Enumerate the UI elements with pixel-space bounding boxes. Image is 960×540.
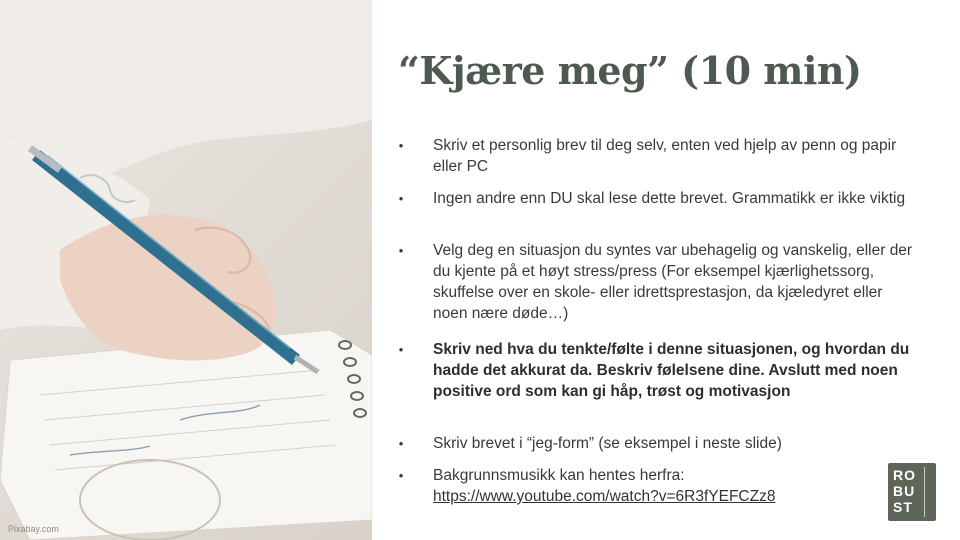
bullet-text: Ingen andre enn DU skal lese dette brevet. Grammatikk er ikke viktig (433, 190, 906, 207)
logo-letters (893, 467, 925, 515)
bullet-marker: • (398, 468, 404, 483)
hero-photo (0, 0, 372, 540)
bullet-marker: • (398, 436, 404, 451)
bullet-text: Bakgrunnsmusikk kan hentes herfra: (433, 467, 685, 484)
logo-side-text (924, 467, 934, 517)
bullet-marker: • (398, 342, 404, 357)
robust-ungdom-logo (888, 463, 936, 521)
logo-line-2: BU (893, 483, 916, 499)
writing-hand-photo (0, 0, 372, 540)
bullet-text: Skriv ned hva du tenkte/følte i denne situasjonen, og hvordan du hadde det akkurat da. Beskriv følelsene dine. Avslutt med noen positive ord som kan gi håp, trøst og motivasjon (433, 341, 910, 400)
bullet-text: Velg deg en situasjon du syntes var ubehagelig og vanskelig, eller der du kjente på et høyt stress/press (For eksempel kjærlighetssorg, skuffelse over en skole- eller idrettsprestasjon, da kjæledyret eller noen nære døde…) (433, 242, 913, 322)
bullet-text: Skriv et personlig brev til deg selv, enten ved hjelp av penn og papir eller PC (433, 137, 897, 175)
photo-credit: Pixabay.com (8, 524, 59, 534)
bullet-marker: • (398, 138, 404, 153)
bullet-text: Skriv brevet i “jeg-form” (se eksempel i neste slide) (433, 435, 782, 452)
bullet-marker: • (398, 243, 404, 258)
bullet-text-with-link (433, 465, 913, 507)
youtube-link[interactable]: https://www.youtube.com/watch?v=6R3fYEFCZz8 (433, 488, 776, 505)
logo-line-3: ST (893, 499, 913, 515)
bullet-marker: • (398, 191, 404, 206)
logo-line-1: RO (893, 467, 916, 483)
slide-title: “Kjære meg” (10 min) (398, 48, 862, 93)
